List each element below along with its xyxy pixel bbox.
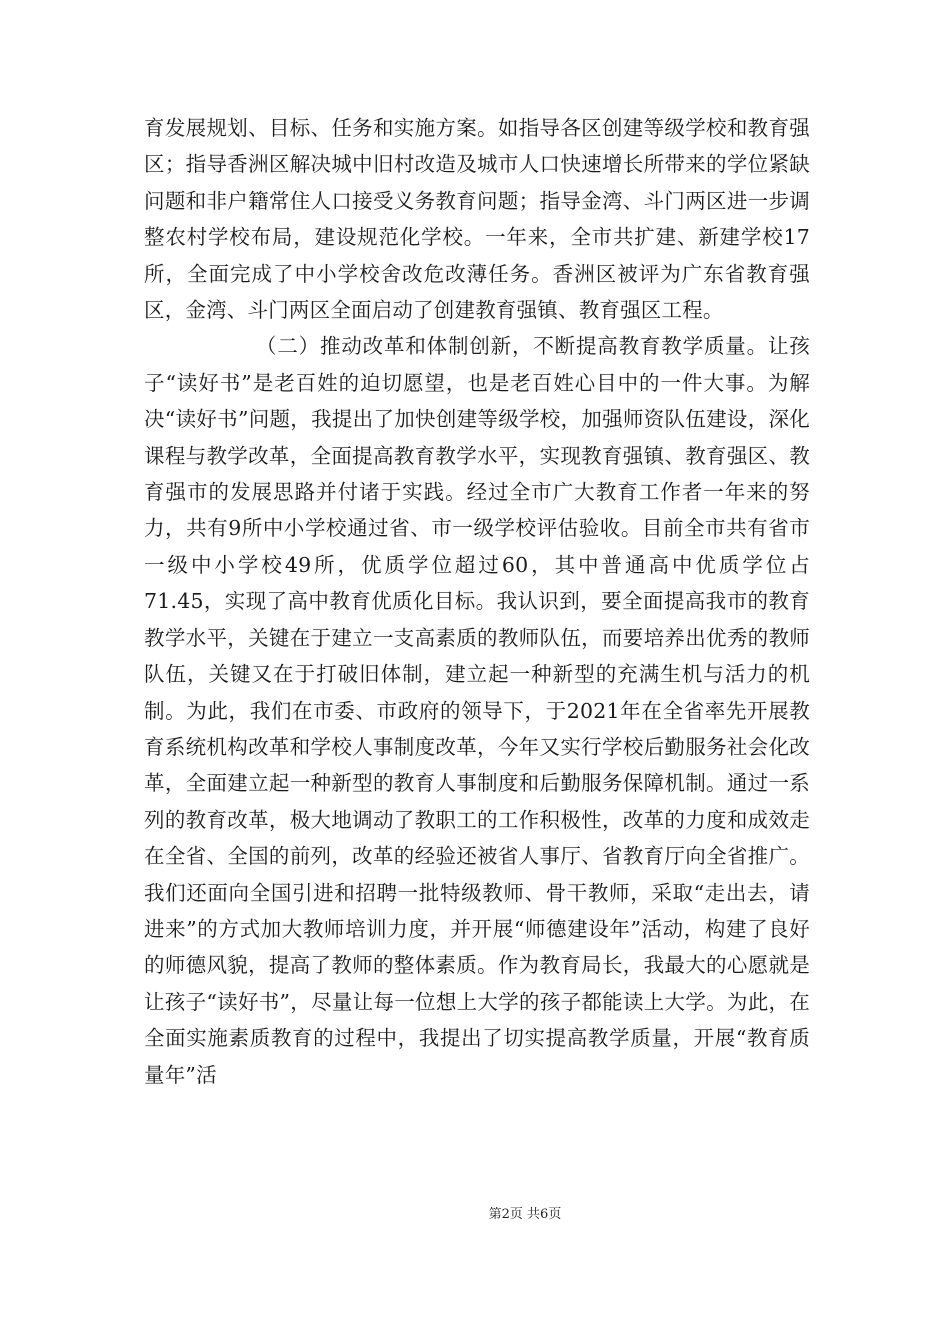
page-footer [0, 1203, 950, 1222]
paragraph-continuation: 育发展规划、目标、任务和实施方案。如指导各区创建等级学校和教育强区；指导香洲区解决城中旧村改造及城市人口快速增长所带来的学位紧缺问题和非户籍常住人口接受义务教育问题；指导金湾、斗门两区进一步调整农村学校布局，建设规范化学校。一年来，全市共扩建、新建学校17所，全面完成了中小学校舍改危改薄任务。香洲区被评为广东省教育强区，金湾、斗门两区全面启动了创建教育强镇、教育强区工程。 [144, 116, 810, 323]
page-number: 第2页 共6页 [488, 1207, 562, 1222]
document-body [144, 110, 810, 1093]
paragraph-reform: （二）推动改革和体制创新，不断提高教育教学质量。让孩子“读好书”是老百姓的迫切愿望，也是老百姓心目中的一件大事。为解决“读好书”问题，我提出了加快创建等级学校，加强师资队伍建设，深化课程与教学改革，全面提高教育教学水平，实现教育强镇、教育强区、教育强市的发展思路并付诸于实践。经过全市广大教育工作者一年来的努力，共有9所中小学校通过省、市一级学校评估验收。目前全市共有省市一级中小学校49所，优质学位超过60，其中普通高中优质学位占71.45，实现了高中教育优质化目标。我认识到，要全面提高我市的教育教学水平，关键在于建立一支高素质的教师队伍，而要培养出优秀的教师队伍，关键又在于打破旧体制，建立起一种新型的充满生机与活力的机制。为此，我们在市委、市政府的领导下，于2021年在全省率先开展教育系统机构改革和学校人事制度改革，今年又实行学校后勤服务社会化改革，全面建立起一种新型的教育人事制度和后勤服务保障机制。通过一系列的教育改革，极大地调动了教职工的工作积极性，改革的力度和成效走在全省、全国的前列，改革的经验还被省人事厅、省教育厅向全省推广。我们还面向全国引进和招聘一批特级教师、骨干教师，采取“走出去，请进来”的方式加大教师培训力度，并开展“师德建设年”活动，构建了良好的师德风貌，提高了教师的整体素质。作为教育局长，我最大的心愿就是让孩子“读好书”，尽量让每一位想上大学的孩子都能读上大学。为此，在全面实施素质教育的过程中，我提出了切实提高教学质量，开展“教育质量年”活 [144, 334, 810, 1087]
